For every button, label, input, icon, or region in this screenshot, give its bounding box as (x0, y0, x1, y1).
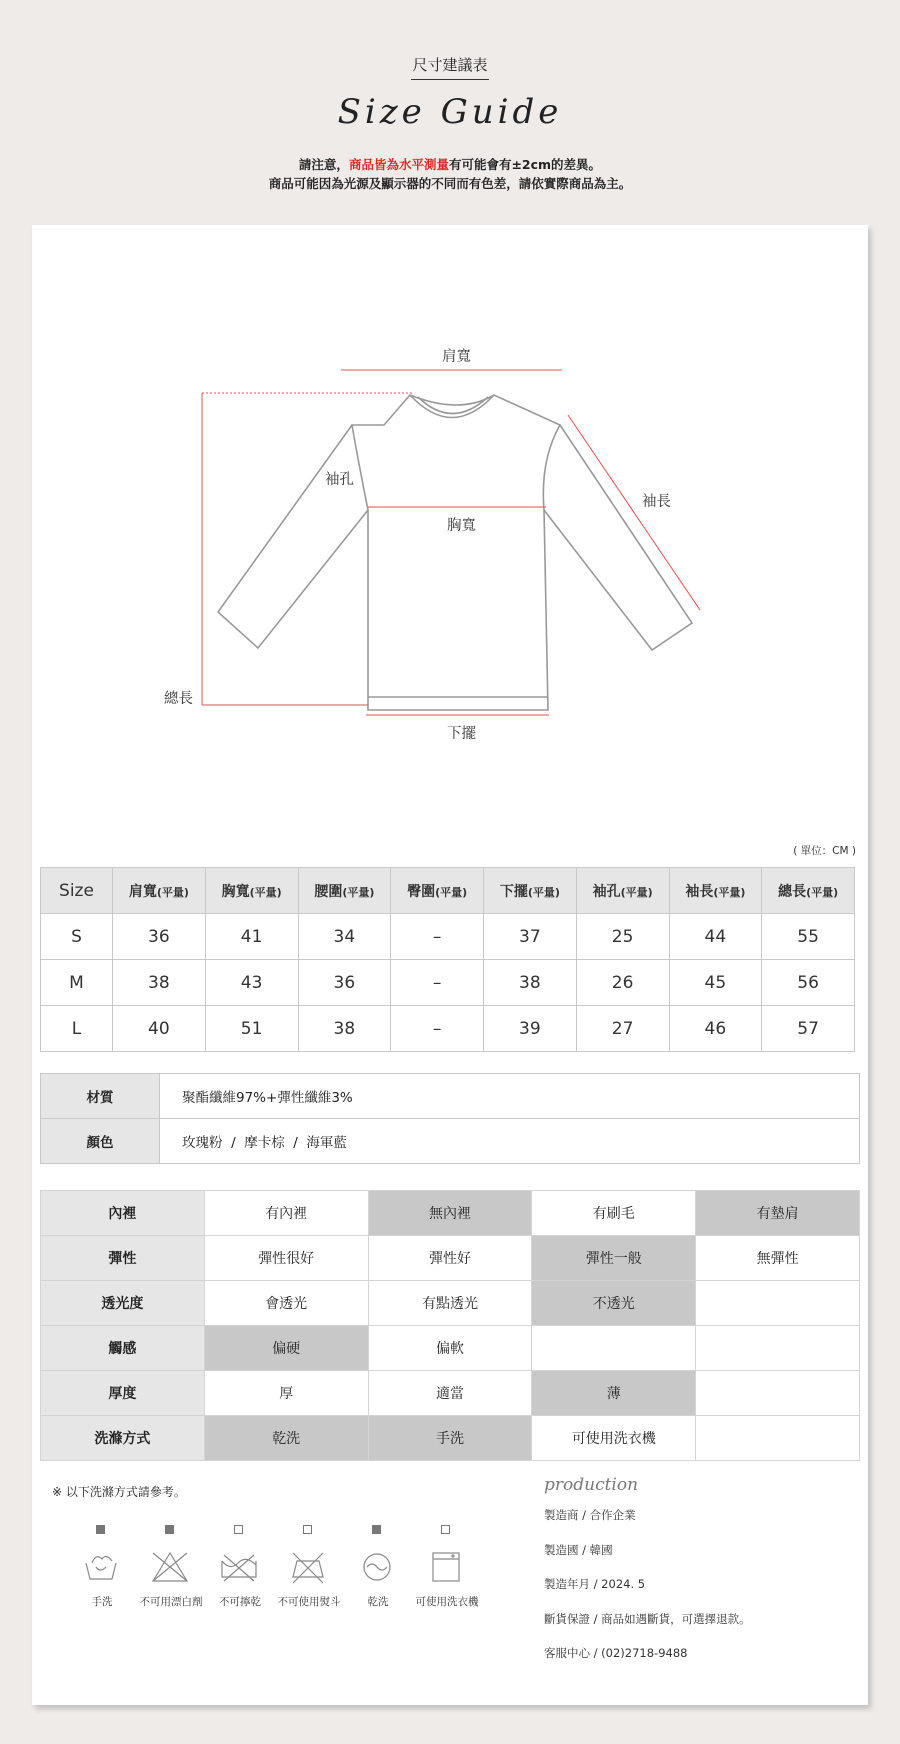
size-col-header: 臀圍(平量) (391, 868, 484, 914)
note-highlight: 商品皆為水平測量 (348, 157, 449, 172)
size-header: Size (41, 868, 113, 914)
page-subtitle: 尺寸建議表 (0, 54, 900, 80)
table-cell: 57 (762, 1006, 855, 1052)
care-checkbox (372, 1525, 381, 1534)
care-checkbox (303, 1525, 312, 1534)
table-cell: – (391, 960, 484, 1006)
table-cell: 36 (113, 914, 206, 960)
attribute-option (532, 1326, 696, 1371)
table-cell: L (41, 1006, 113, 1052)
material-label: 材質 (41, 1074, 160, 1119)
table-cell: 38 (113, 960, 206, 1006)
attribute-label: 彈性 (41, 1236, 205, 1281)
attribute-option: 偏軟 (368, 1326, 532, 1371)
care-checkbox (165, 1525, 174, 1534)
no-bleach-icon (151, 1549, 189, 1587)
care-checkbox (96, 1525, 105, 1534)
size-table (40, 867, 855, 1052)
attribute-option (696, 1326, 860, 1371)
table-cell: 36 (298, 960, 391, 1006)
table-cell: 25 (576, 914, 669, 960)
attribute-table (40, 1190, 860, 1461)
table-cell: 56 (762, 960, 855, 1006)
attribute-label: 觸感 (41, 1326, 205, 1371)
page-title: Size Guide (337, 92, 563, 132)
attribute-option: 有點透光 (368, 1281, 532, 1326)
care-checkbox (441, 1525, 450, 1534)
care-checkbox (234, 1525, 243, 1534)
table-cell: 39 (484, 1006, 577, 1052)
label-length: 總長 (164, 691, 193, 707)
label-chest: 胸寬 (447, 518, 476, 534)
color-label: 顏色 (41, 1119, 160, 1164)
dry-clean-icon (358, 1549, 396, 1587)
table-cell: 37 (484, 914, 577, 960)
table-cell: 34 (298, 914, 391, 960)
table-cell: 51 (205, 1006, 298, 1052)
production-info (544, 1475, 751, 1660)
production-line: 製造商 / 合作企業 (544, 1508, 636, 1522)
attribute-option (696, 1371, 860, 1416)
care-label: 手洗 (91, 1596, 113, 1608)
table-cell: 55 (762, 914, 855, 960)
care-label: 不可擰乾 (219, 1596, 261, 1608)
table-cell: 45 (669, 960, 762, 1006)
material-table (40, 1073, 860, 1164)
size-col-header: 腰圍(平量) (298, 868, 391, 914)
label-shoulder: 肩寬 (442, 349, 471, 365)
attribute-label: 洗滌方式 (41, 1416, 205, 1461)
attribute-option: 不透光 (532, 1281, 696, 1326)
attribute-option: 彈性很好 (204, 1236, 368, 1281)
care-label: 乾洗 (367, 1596, 389, 1608)
care-label: 可使用洗衣機 (415, 1596, 479, 1608)
production-heading: production (544, 1475, 639, 1495)
attribute-option: 厚 (204, 1371, 368, 1416)
table-row (41, 914, 855, 960)
table-cell: 46 (669, 1006, 762, 1052)
attribute-row (41, 1236, 860, 1281)
attribute-label: 厚度 (41, 1371, 205, 1416)
attribute-row (41, 1416, 860, 1461)
production-line: 客服中心 / (02)2718-9488 (544, 1646, 688, 1660)
attribute-option: 薄 (532, 1371, 696, 1416)
attribute-option: 適當 (368, 1371, 532, 1416)
attribute-row (41, 1281, 860, 1326)
label-armhole: 袖孔 (325, 472, 354, 488)
no-wring-icon (220, 1549, 258, 1587)
care-note: ※ 以下洗滌方式請參考。 (52, 1485, 186, 1499)
care-label: 不可用漂白劑 (139, 1596, 203, 1608)
care-label: 不可使用熨斗 (277, 1596, 341, 1608)
attribute-label: 內裡 (41, 1191, 205, 1236)
table-row (41, 1006, 855, 1052)
attribute-option: 彈性好 (368, 1236, 532, 1281)
attribute-option: 乾洗 (204, 1416, 368, 1461)
attribute-option (696, 1416, 860, 1461)
table-cell: 43 (205, 960, 298, 1006)
table-cell: 38 (298, 1006, 391, 1052)
garment-diagram (32, 225, 868, 825)
production-line: 斷貨保證 / 商品如遇斷貨，可選擇退款。 (544, 1611, 751, 1626)
attribute-option: 手洗 (368, 1416, 532, 1461)
table-cell: M (41, 960, 113, 1006)
size-col-header: 下擺(平量) (484, 868, 577, 914)
attribute-option: 彈性一般 (532, 1236, 696, 1281)
attribute-row (41, 1191, 860, 1236)
material-value: 聚酯纖維97%+彈性纖維3% (160, 1074, 860, 1119)
no-iron-icon (289, 1549, 327, 1587)
size-col-header: 總長(平量) (762, 868, 855, 914)
size-col-header: 肩寬(平量) (113, 868, 206, 914)
color-value: 玫瑰粉 / 摩卡棕 / 海軍藍 (160, 1119, 860, 1164)
attribute-row (41, 1371, 860, 1416)
measurement-note: 請注意，商品皆為水平測量有可能會有±2cm的差異。 商品可能因為光源及顯示器的不同而有色差，請依實際商品為主。 (268, 157, 632, 191)
size-col-header: 袖孔(平量) (576, 868, 669, 914)
unit-note: ( 單位：CM ) (793, 845, 856, 857)
table-cell: 27 (576, 1006, 669, 1052)
table-cell: 41 (205, 914, 298, 960)
washing-machine-icon (427, 1549, 465, 1587)
color-row (41, 1119, 860, 1164)
size-guide-card (32, 225, 868, 1705)
production-line: 製造國 / 韓國 (544, 1542, 613, 1557)
attribute-label: 透光度 (41, 1281, 205, 1326)
table-cell: 26 (576, 960, 669, 1006)
label-sleeve: 袖長 (642, 494, 671, 510)
attribute-option: 會透光 (204, 1281, 368, 1326)
material-row (41, 1074, 860, 1119)
attribute-option: 無彈性 (696, 1236, 860, 1281)
production-line: 製造年月 / 2024. 5 (544, 1577, 646, 1591)
attribute-option: 偏硬 (204, 1326, 368, 1371)
size-col-header: 袖長(平量) (669, 868, 762, 914)
attribute-option: 無內裡 (368, 1191, 532, 1236)
label-hem: 下擺 (447, 726, 476, 742)
attribute-option: 有墊肩 (696, 1191, 860, 1236)
hand-wash-icon (82, 1549, 120, 1587)
table-cell: – (391, 1006, 484, 1052)
size-col-header: 胸寬(平量) (205, 868, 298, 914)
table-cell: 40 (113, 1006, 206, 1052)
table-row (41, 960, 855, 1006)
table-cell: – (391, 914, 484, 960)
attribute-option (696, 1281, 860, 1326)
attribute-row (41, 1326, 860, 1371)
table-cell: 44 (669, 914, 762, 960)
attribute-option: 有刷毛 (532, 1191, 696, 1236)
attribute-option: 有內裡 (204, 1191, 368, 1236)
attribute-option: 可使用洗衣機 (532, 1416, 696, 1461)
table-cell: 38 (484, 960, 577, 1006)
table-cell: S (41, 914, 113, 960)
